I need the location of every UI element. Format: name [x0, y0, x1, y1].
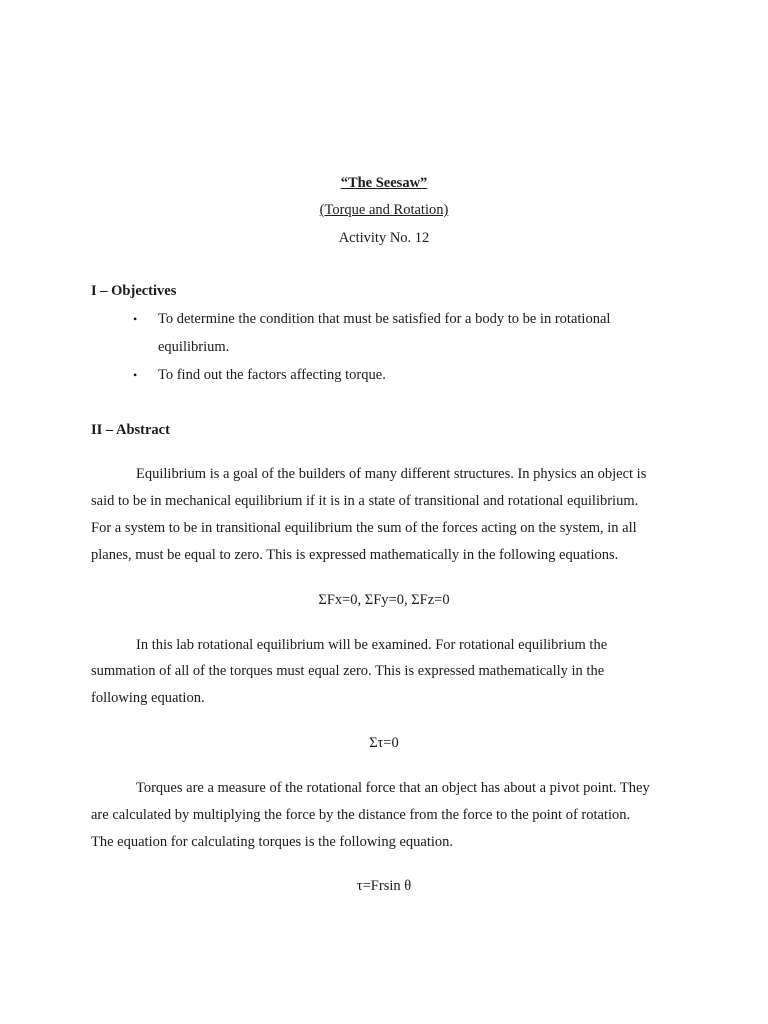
- abstract-paragraph-1-line-2: said to be in mechanical equilibrium if it is in a state of transitional and rotational equilibrium.: [91, 493, 639, 509]
- abstract-paragraph-1-line-3: For a system to be in transitional equilibrium the sum of the forces acting on the system, in all: [91, 520, 637, 536]
- abstract-paragraph-2-line-1: In this lab rotational equilibrium will be examined. For rotational equilibrium the: [136, 637, 608, 653]
- activity-number: Activity No. 12: [338, 230, 430, 246]
- abstract-heading: II – Abstract: [91, 422, 170, 438]
- equation-torque-sum: Στ=0: [369, 735, 399, 751]
- abstract-paragraph-1-line-1: Equilibrium is a goal of the builders of many different structures. In physics an object is: [136, 466, 647, 482]
- objective-item-1-line-2: equilibrium.: [158, 339, 230, 355]
- abstract-paragraph-3-line-1: Torques are a measure of the rotational force that an object has about a pivot point. They: [136, 780, 650, 796]
- abstract-paragraph-2-line-2: summation of all of the torques must equal zero. This is expressed mathematically in the: [91, 663, 605, 679]
- document-subtitle: (Torque and Rotation): [319, 202, 449, 218]
- abstract-paragraph-1-line-4: planes, must be equal to zero. This is expressed mathematically in the following equations.: [91, 547, 619, 563]
- objective-item-2-line-1: To find out the factors affecting torque.: [158, 367, 386, 383]
- document-title: “The Seesaw”: [340, 175, 428, 191]
- equation-forces: ΣFx=0, ΣFy=0, ΣFz=0: [318, 592, 450, 608]
- bullet-icon: •: [133, 312, 138, 326]
- abstract-paragraph-3-line-2: are calculated by multiplying the force by the distance from the force to the point of rotation.: [91, 807, 631, 823]
- objective-item-1-line-1: To determine the condition that must be satisfied for a body to be in rotational: [158, 311, 611, 327]
- bullet-icon: •: [133, 368, 138, 382]
- equation-torque: τ=Frsin θ: [356, 878, 412, 894]
- abstract-paragraph-2-line-3: following equation.: [91, 690, 205, 706]
- abstract-paragraph-3-line-3: The equation for calculating torques is the following equation.: [91, 834, 453, 850]
- objectives-heading: I – Objectives: [91, 283, 177, 299]
